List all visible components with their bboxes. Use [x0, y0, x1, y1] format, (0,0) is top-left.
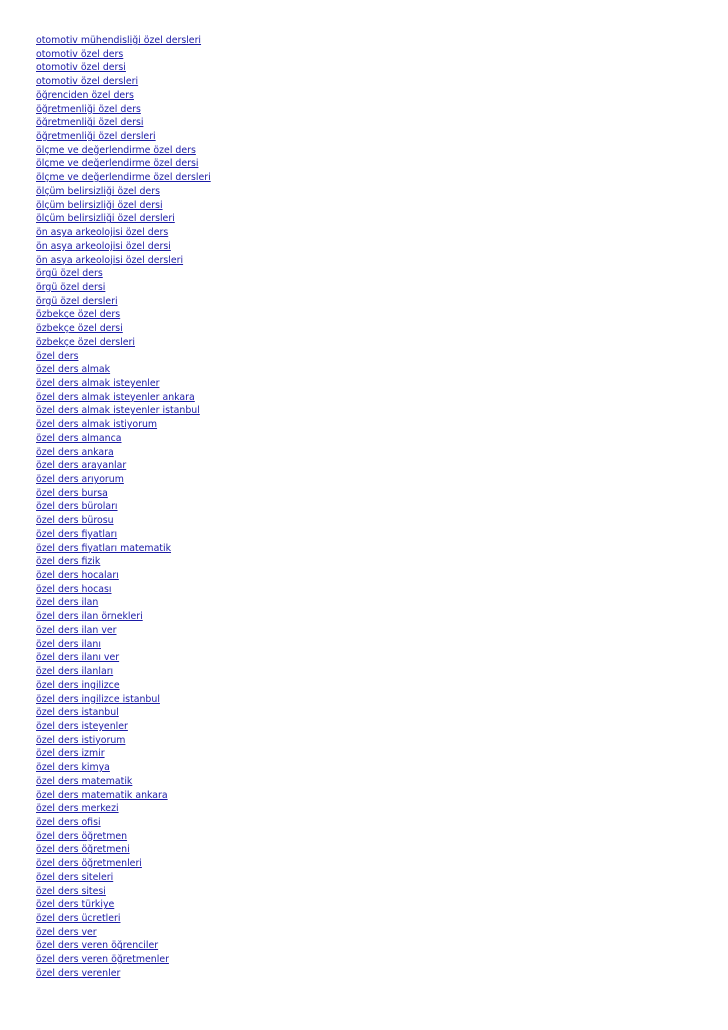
list-item	[36, 444, 211, 458]
keyword-link[interactable]: özel ders ücretleri	[36, 913, 121, 924]
keyword-link[interactable]: özel ders	[36, 350, 79, 362]
keyword-link[interactable]: örgü özel dersi	[36, 281, 106, 293]
keyword-link[interactable]: özel ders ver	[36, 926, 97, 938]
list-item	[36, 677, 211, 691]
list-item	[36, 389, 211, 403]
list-item	[36, 210, 211, 224]
list-item	[36, 512, 211, 526]
list-item	[36, 430, 211, 444]
keyword-link[interactable]: öğretmenliği özel ders	[36, 103, 141, 115]
keyword-link[interactable]: özel ders ankara	[36, 446, 114, 458]
keyword-link[interactable]: ön asya arkeolojisi özel dersleri	[36, 254, 184, 266]
list-item	[36, 855, 211, 869]
keyword-link[interactable]: özel ders almak	[36, 364, 111, 376]
list-item	[36, 526, 211, 540]
keyword-link[interactable]: özel ders ilan	[36, 597, 99, 609]
keyword-link[interactable]: özel ders isteyenler	[36, 720, 128, 732]
list-item	[36, 46, 211, 60]
list-item	[36, 114, 211, 128]
list-item	[36, 951, 211, 965]
keyword-link[interactable]: özel ders bürosu	[36, 515, 114, 527]
keyword-link[interactable]: otomotiv özel dersleri	[36, 76, 139, 88]
list-item	[36, 553, 211, 567]
keyword-link[interactable]: özel ders almak isteyenler istanbul	[36, 405, 200, 417]
list-item	[36, 32, 211, 46]
list-item	[36, 896, 211, 910]
keyword-link[interactable]: özel ders arayanlar	[36, 460, 127, 472]
keyword-link[interactable]: öğrenciden özel ders	[36, 89, 134, 101]
list-item	[36, 814, 211, 828]
list-item	[36, 773, 211, 787]
list-item	[36, 732, 211, 746]
list-item	[36, 224, 211, 238]
list-item	[36, 869, 211, 883]
list-item	[36, 101, 211, 115]
keyword-link[interactable]: özel ders matematik ankara	[36, 789, 168, 801]
keyword-link[interactable]: ölçme ve değerlendirme özel dersleri	[36, 172, 211, 184]
keyword-link[interactable]: özel ders fizik	[36, 556, 101, 568]
keyword-link[interactable]: özel ders almanca	[36, 432, 122, 444]
keyword-link[interactable]: öğretmenliği özel dersleri	[36, 131, 156, 143]
keyword-link[interactable]: özel ders izmir	[36, 748, 105, 760]
keyword-link[interactable]: ön asya arkeolojisi özel ders	[36, 227, 169, 239]
keyword-link[interactable]: özel ders ilan örnekleri	[36, 611, 143, 623]
list-item	[36, 581, 211, 595]
keyword-link[interactable]: özel ders kimya	[36, 762, 110, 774]
keyword-link[interactable]: ölçüm belirsizliği özel ders	[36, 185, 160, 197]
list-item	[36, 540, 211, 554]
keyword-link[interactable]: özel ders fiyatları	[36, 528, 118, 540]
keyword-link[interactable]: özel ders büroları	[36, 501, 118, 513]
list-item	[36, 128, 211, 142]
list-item	[36, 457, 211, 471]
keyword-link[interactable]: özel ders ofisi	[36, 816, 101, 828]
list-item	[36, 73, 211, 87]
keyword-link[interactable]: özel ders fiyatları matematik	[36, 542, 172, 554]
list-item	[36, 471, 211, 485]
keyword-link[interactable]: öğretmenliği özel dersi	[36, 117, 144, 129]
keyword-link[interactable]: ön asya arkeolojisi özel dersi	[36, 240, 171, 252]
keyword-link[interactable]: özel ders türkiye	[36, 899, 115, 911]
list-item	[36, 155, 211, 169]
list-item	[36, 59, 211, 73]
keyword-link[interactable]: özel ders ilan ver	[36, 624, 117, 636]
keyword-link[interactable]: özel ders merkezi	[36, 803, 119, 815]
keyword-link[interactable]: özel ders siteleri	[36, 871, 114, 883]
list-item	[36, 334, 211, 348]
keyword-link[interactable]: özel ders ilanı ver	[36, 652, 120, 664]
list-item	[36, 485, 211, 499]
keyword-link[interactable]: özel ders sitesi	[36, 885, 106, 897]
keyword-link[interactable]: özel ders almak isteyenler	[36, 377, 160, 389]
list-item	[36, 416, 211, 430]
list-item	[36, 498, 211, 512]
keyword-link[interactable]: özbekçe özel dersi	[36, 323, 123, 335]
keyword-link[interactable]: özel ders ilanları	[36, 666, 114, 678]
keyword-link[interactable]: özel ders matematik	[36, 775, 133, 787]
keyword-link[interactable]: özel ders hocası	[36, 583, 112, 595]
list-item	[36, 402, 211, 416]
keyword-link[interactable]: özel ders almak istiyorum	[36, 419, 158, 431]
list-item	[36, 937, 211, 951]
list-item	[36, 361, 211, 375]
list-item	[36, 691, 211, 705]
list-item	[36, 910, 211, 924]
keyword-link[interactable]: özel ders ilanı	[36, 638, 101, 650]
keyword-link[interactable]: ölçme ve değerlendirme özel dersi	[36, 158, 199, 170]
keyword-link[interactable]: özel ders veren öğrenciler	[36, 940, 159, 952]
keyword-link[interactable]: örgü özel ders	[36, 268, 103, 280]
list-item	[36, 608, 211, 622]
keyword-link[interactable]: özel ders ingilizce	[36, 679, 120, 691]
list-item	[36, 787, 211, 801]
keyword-link[interactable]: özel ders öğretmeni	[36, 844, 130, 856]
list-item	[36, 745, 211, 759]
keyword-link[interactable]: özel ders almak isteyenler ankara	[36, 391, 195, 403]
list-item	[36, 265, 211, 279]
list-item	[36, 252, 211, 266]
list-item	[36, 183, 211, 197]
keyword-link[interactable]: ölçüm belirsizliği özel dersleri	[36, 213, 175, 225]
keyword-link[interactable]: örgü özel dersleri	[36, 295, 118, 307]
keyword-link[interactable]: özel ders öğretmenleri	[36, 858, 142, 870]
list-item	[36, 567, 211, 581]
list-item	[36, 883, 211, 897]
list-item	[36, 622, 211, 636]
keyword-link[interactable]: özel ders bursa	[36, 487, 108, 499]
keyword-link[interactable]: otomotiv mühendisliği özel dersleri	[36, 35, 202, 46]
list-item	[36, 800, 211, 814]
list-item	[36, 965, 211, 979]
list-item	[36, 704, 211, 718]
list-item	[36, 142, 211, 156]
list-item	[36, 759, 211, 773]
keyword-link[interactable]: özel ders veren öğretmenler	[36, 954, 169, 966]
keyword-link-list	[36, 32, 211, 979]
keyword-link[interactable]: özel ders istanbul	[36, 707, 119, 719]
list-item	[36, 87, 211, 101]
keyword-link[interactable]: özel ders ingilizce istanbul	[36, 693, 160, 705]
keyword-link[interactable]: özbekçe özel dersleri	[36, 336, 136, 348]
list-item	[36, 828, 211, 842]
keyword-link[interactable]: ölçüm belirsizliği özel dersi	[36, 199, 163, 211]
list-item	[36, 293, 211, 307]
list-item	[36, 649, 211, 663]
list-item	[36, 320, 211, 334]
list-item	[36, 841, 211, 855]
keyword-link[interactable]: özel ders hocaları	[36, 570, 119, 582]
list-item	[36, 924, 211, 938]
keyword-link[interactable]: özel ders verenler	[36, 967, 121, 979]
list-item	[36, 594, 211, 608]
list-item	[36, 279, 211, 293]
list-item	[36, 663, 211, 677]
keyword-link[interactable]: özel ders öğretmen	[36, 830, 128, 842]
keyword-link[interactable]: özbekçe özel ders	[36, 309, 121, 321]
list-item	[36, 197, 211, 211]
list-item	[36, 238, 211, 252]
list-item	[36, 306, 211, 320]
list-item	[36, 636, 211, 650]
keyword-link[interactable]: özel ders istiyorum	[36, 734, 126, 746]
list-item	[36, 375, 211, 389]
list-item	[36, 348, 211, 362]
keyword-link[interactable]: özel ders arıyorum	[36, 474, 124, 485]
list-item	[36, 169, 211, 183]
list-item	[36, 718, 211, 732]
keyword-link[interactable]: ölçme ve değerlendirme özel ders	[36, 144, 196, 156]
keyword-link[interactable]: otomotiv özel ders	[36, 48, 124, 60]
keyword-link[interactable]: otomotiv özel dersi	[36, 62, 126, 74]
